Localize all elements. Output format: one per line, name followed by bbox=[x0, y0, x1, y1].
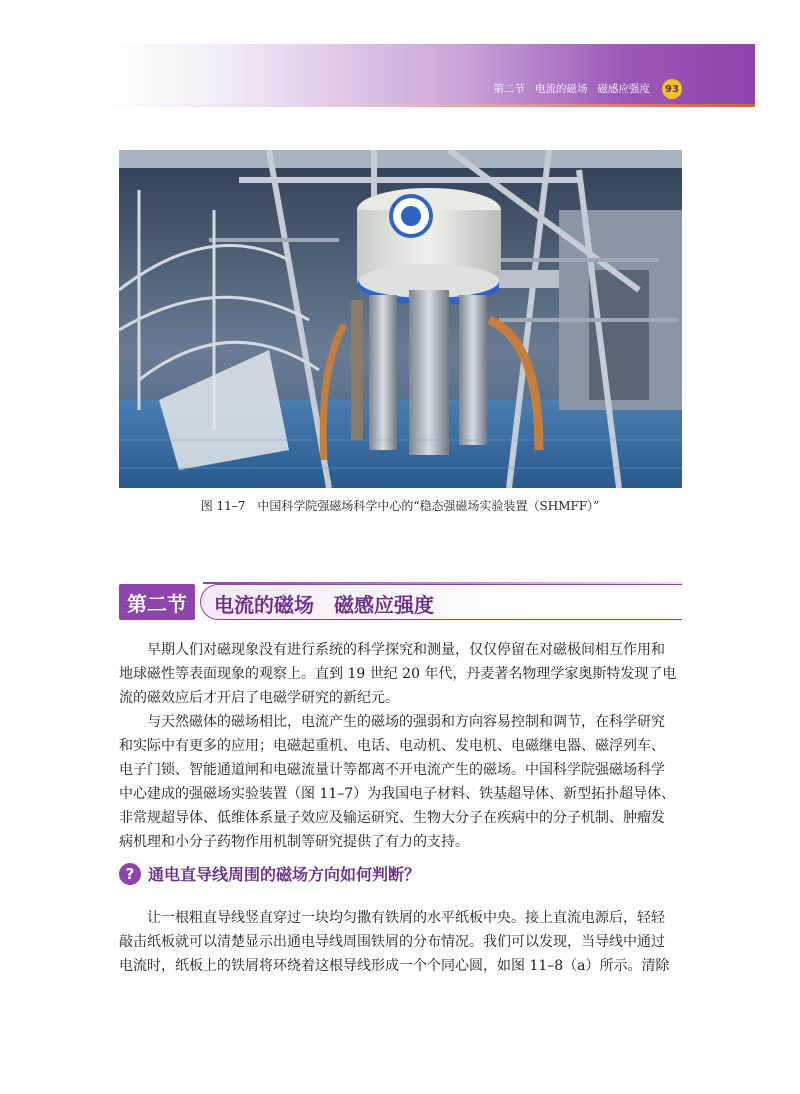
header-banner bbox=[105, 44, 755, 106]
paragraph-line: 非常规超导体、低维体系量子效应及输运研究、生物大分子在疾病中的分子机制、肿瘤发 bbox=[119, 810, 665, 826]
paragraph-3 bbox=[119, 906, 684, 978]
running-header-subtitle: 磁感应强度 bbox=[597, 83, 650, 95]
paragraph-line: 让一根粗直导线竖直穿过一块均匀撒有铁屑的水平纸板中央。接上直流电源后，轻轻 bbox=[147, 910, 665, 926]
figure-photo bbox=[119, 150, 682, 488]
paragraph-line: 电子门锁、智能通道闸和电磁流量计等都离不开电流产生的磁场。中国科学院强磁场科学 bbox=[119, 762, 665, 778]
question-heading: 通电直导线周围的磁场方向如何判断？ bbox=[148, 865, 421, 884]
paragraph-line: 病机理和小分子药物作用机制等研究提供了有力的支持。 bbox=[119, 834, 469, 850]
paragraph-line: 与天然磁体的磁场相比，电流产生的磁场的强弱和方向容易控制和调节，在科学研究 bbox=[147, 714, 665, 730]
page-number: 93 bbox=[662, 79, 682, 99]
header-rule bbox=[105, 104, 755, 107]
paragraph-2 bbox=[119, 710, 684, 854]
paragraph-line: 电流时，纸板上的铁屑将环绕着这根导线形成一个个同心圆，如图 11–8（a）所示。清除 bbox=[119, 958, 670, 974]
figure-caption: 图 11–7 中国科学院强磁场科学中心的“稳态强磁场实验装置（SHMFF）” bbox=[200, 499, 600, 513]
section-tag: 第二节 bbox=[119, 584, 195, 620]
paragraph-line: 和实际中有更多的应用；电磁起重机、电话、电动机、发电机、电磁继电器、磁浮列车、 bbox=[119, 738, 665, 754]
running-header bbox=[488, 81, 683, 96]
running-header-section: 第二节 bbox=[493, 83, 525, 95]
question-icon: ? bbox=[119, 863, 141, 885]
paragraph-1 bbox=[119, 638, 684, 710]
section-title: 电流的磁场 磁感应强度 bbox=[214, 593, 434, 617]
paragraph-line: 地球磁性等表面现象的观察上。直到 19 世纪 20 年代，丹麦著名物理学家奥斯特发现了电 bbox=[119, 666, 677, 682]
paragraph-line: 中心建成的强磁场实验装置（图 11–7）为我国电子材料、铁基超导体、新型拓扑超导体、 bbox=[119, 786, 676, 802]
paragraph-line: 早期人们对磁现象没有进行系统的科学探究和测量，仅仅停留在对磁极间相互作用和 bbox=[147, 642, 665, 658]
paragraph-line: 流的磁效应后才开启了电磁学研究的新纪元。 bbox=[119, 690, 399, 706]
running-header-title: 电流的磁场 bbox=[535, 83, 588, 95]
paragraph-line: 敲击纸板就可以清楚显示出通电导线周围铁屑的分布情况。我们可以发现，当导线中通过 bbox=[119, 934, 665, 950]
